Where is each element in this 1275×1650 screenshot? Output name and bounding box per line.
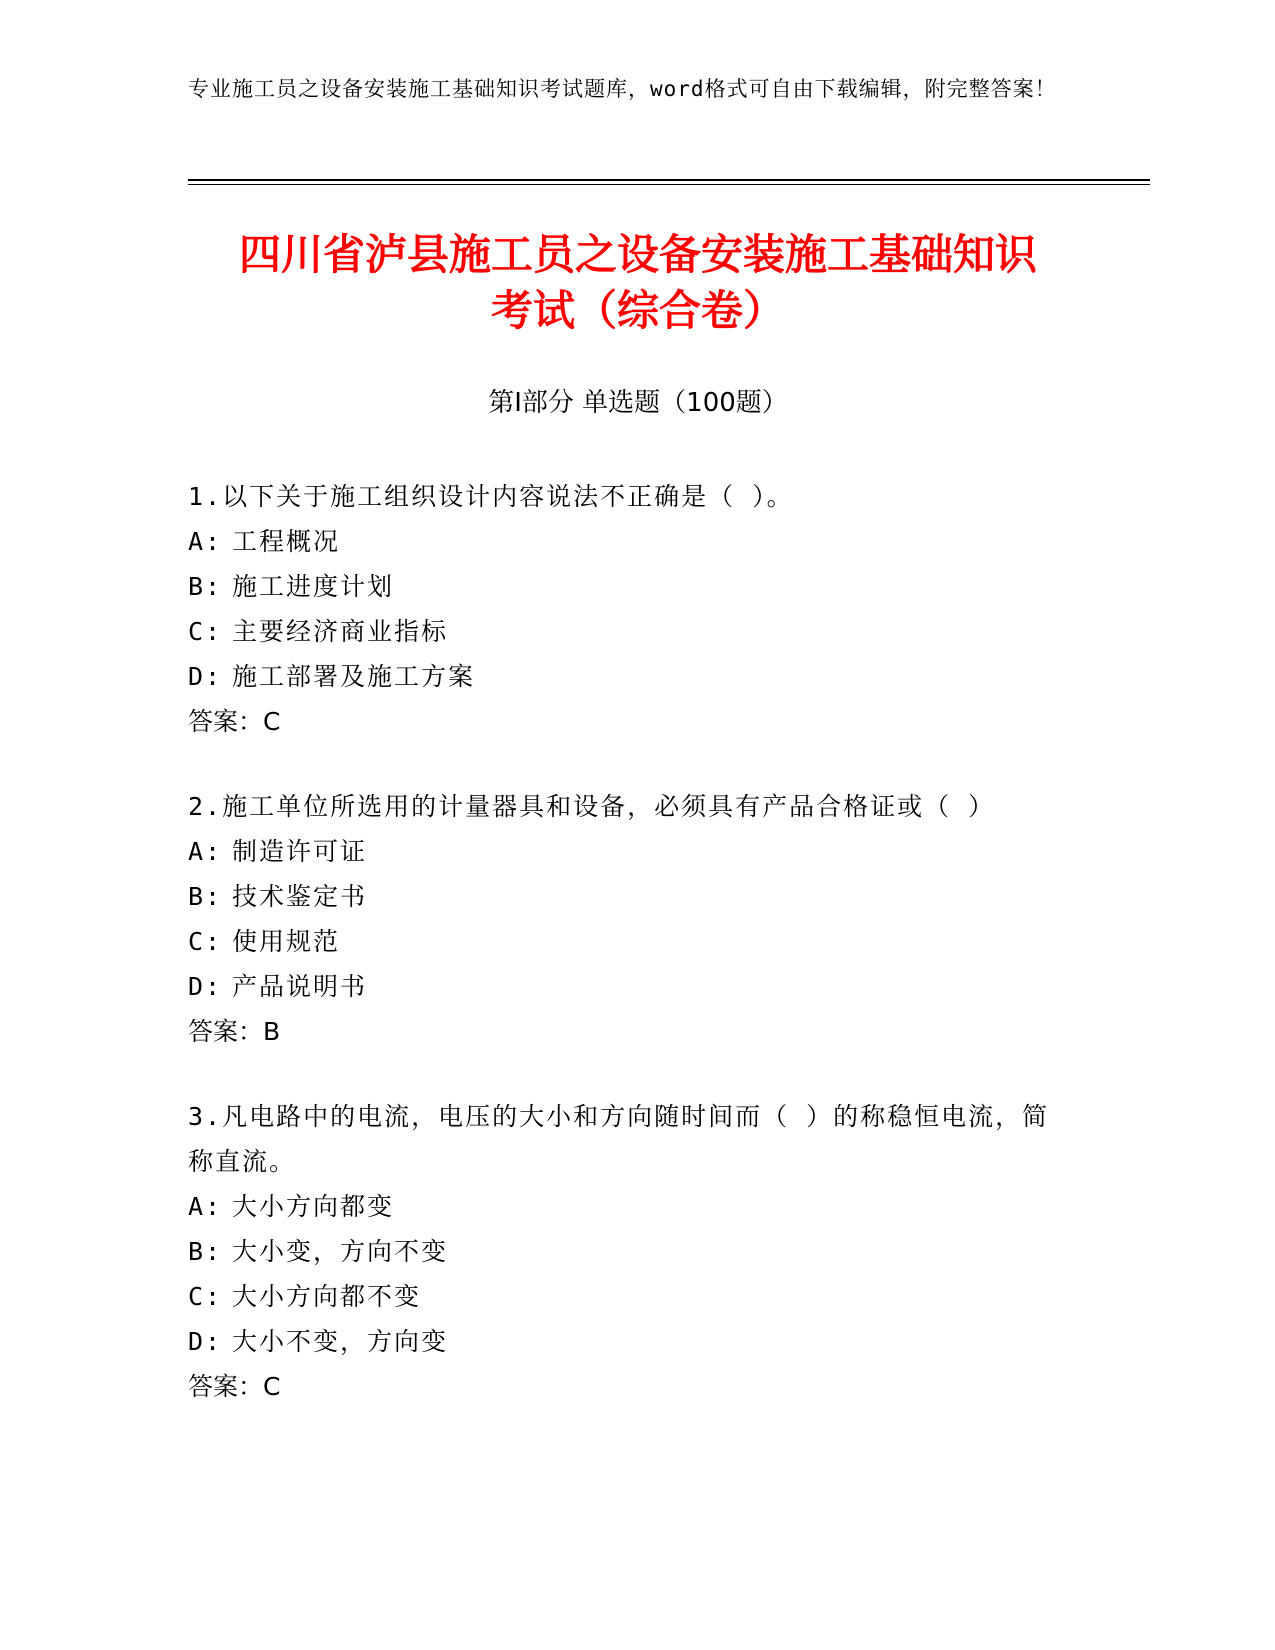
option-text: 大小变，方向不变 [232, 1237, 449, 1266]
option-text: 施工部署及施工方案 [232, 662, 476, 691]
document-title-line-2: 考试（综合卷） [490, 286, 785, 335]
header-note: 专业施工员之设备安装施工基础知识考试题库，word格式可自由下载编辑，附完整答案！ [188, 77, 1057, 101]
option-a [188, 519, 1068, 564]
question-stem: 1.以下关于施工组织设计内容说法不正确是（ ）。 [188, 482, 794, 511]
option-b [188, 564, 1068, 609]
document-title [188, 227, 1088, 339]
question-3 [188, 1094, 1068, 1409]
option-text: 大小方向都变 [232, 1192, 395, 1221]
question-stem: 3.凡电路中的电流，电压的大小和方向随时间而（ ）的称稳恒电流，简称直流。 [188, 1102, 1050, 1176]
question-1 [188, 474, 1068, 744]
option-text: 大小不变，方向变 [232, 1327, 449, 1356]
option-text: 工程概况 [232, 527, 341, 556]
option-letter: B: [188, 1237, 223, 1266]
question-2 [188, 784, 1068, 1054]
answer: 答案：C [188, 707, 281, 736]
option-text: 使用规范 [232, 927, 341, 956]
option-text: 大小方向都不变 [232, 1282, 422, 1311]
option-c [188, 919, 1068, 964]
option-text: 产品说明书 [232, 972, 368, 1001]
option-letter: B: [188, 572, 223, 601]
option-letter: A: [188, 527, 223, 556]
option-letter: C: [188, 617, 223, 646]
section-heading: 第Ⅰ部分 单选题（100题） [488, 388, 788, 418]
option-text: 施工进度计划 [232, 572, 395, 601]
answer: 答案：B [188, 1017, 281, 1046]
question-list [188, 474, 1068, 1449]
header-rule-thin [188, 184, 1150, 185]
option-c [188, 609, 1068, 654]
option-letter: D: [188, 972, 223, 1001]
option-d [188, 964, 1068, 1009]
answer: 答案：C [188, 1372, 281, 1401]
option-b [188, 874, 1068, 919]
option-letter: A: [188, 1192, 223, 1221]
option-letter: D: [188, 1327, 223, 1356]
header-rule-thick [188, 179, 1150, 181]
option-a [188, 1184, 1068, 1229]
option-letter: C: [188, 927, 223, 956]
option-letter: B: [188, 882, 223, 911]
option-c [188, 1274, 1068, 1319]
document-title-line-1: 四川省泸县施工员之设备安装施工基础知识 [238, 230, 1037, 279]
option-text: 技术鉴定书 [232, 882, 368, 911]
option-b [188, 1229, 1068, 1274]
option-text: 主要经济商业指标 [232, 617, 449, 646]
option-letter: D: [188, 662, 223, 691]
option-d [188, 1319, 1068, 1364]
option-a [188, 829, 1068, 874]
option-text: 制造许可证 [232, 837, 368, 866]
question-stem: 2.施工单位所选用的计量器具和设备，必须具有产品合格证或（ ） [188, 792, 996, 821]
option-d [188, 654, 1068, 699]
option-letter: A: [188, 837, 223, 866]
option-letter: C: [188, 1282, 223, 1311]
